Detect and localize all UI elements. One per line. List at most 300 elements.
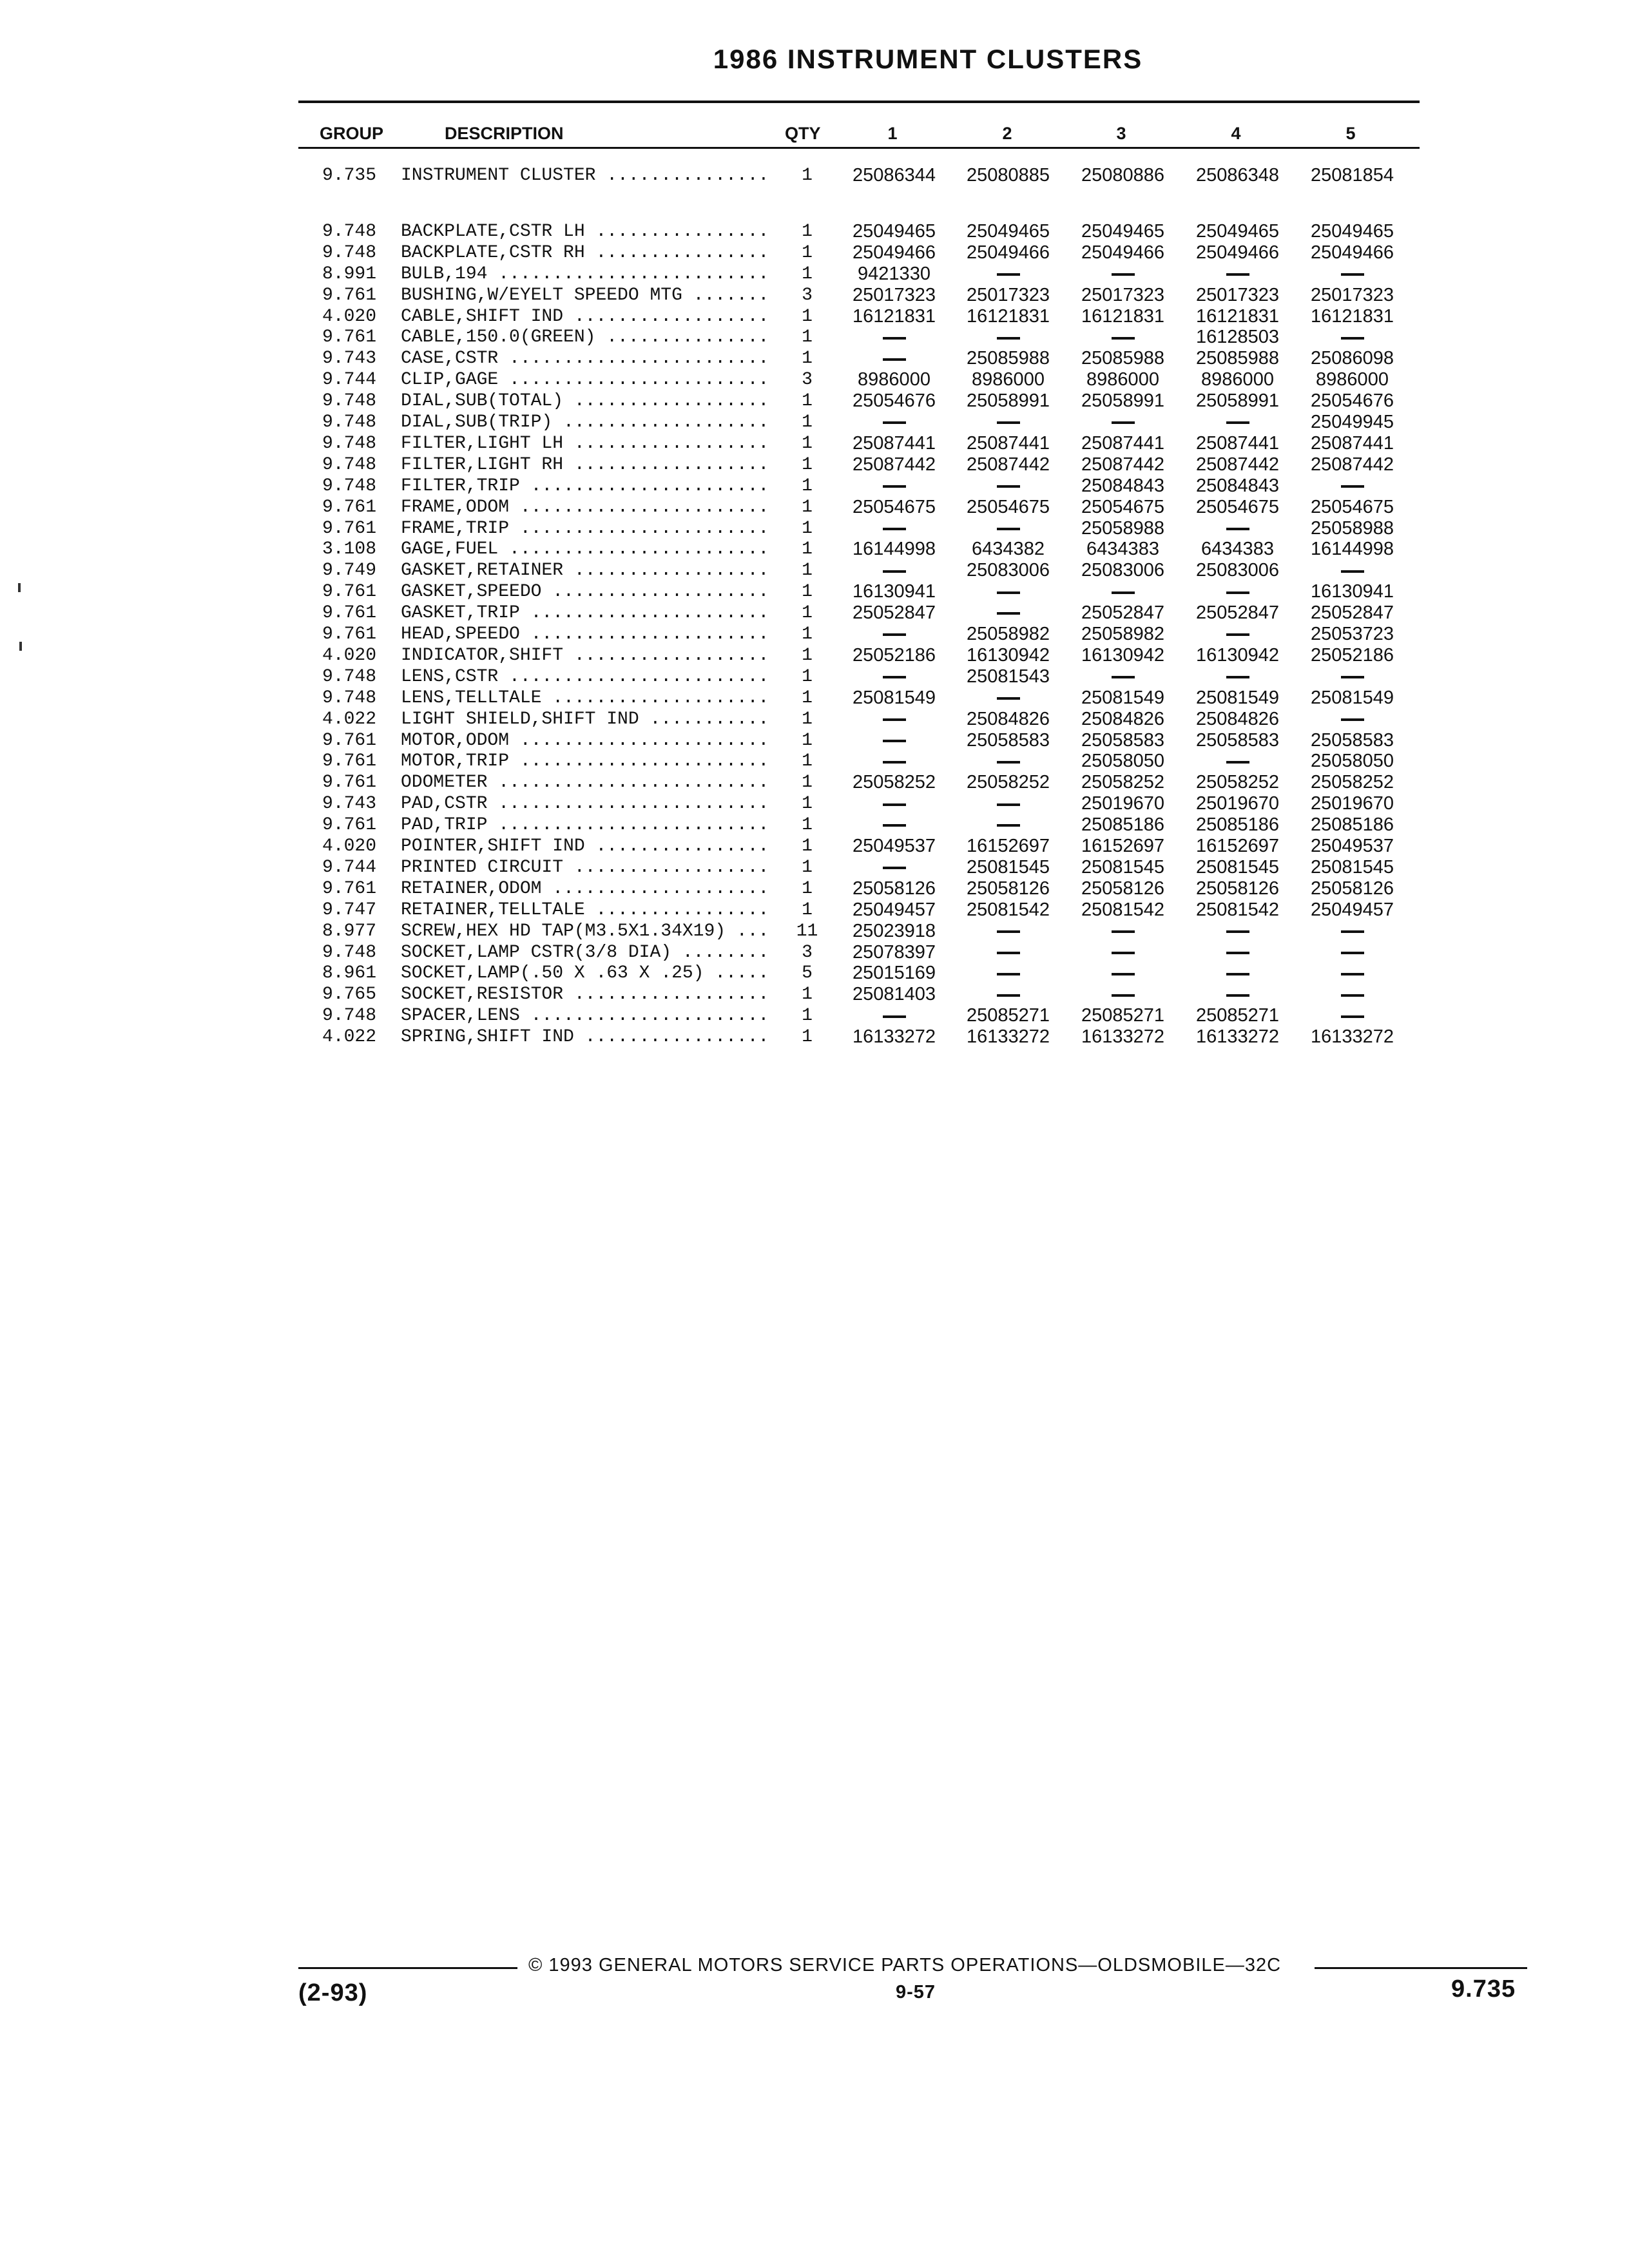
part-number-col-4: 16133272: [1195, 1026, 1280, 1048]
table-row: [0, 772, 1629, 793]
no-part-dash: [883, 676, 906, 678]
part-number-col-2: 25080885: [966, 165, 1050, 186]
part-number-col-4: 25085271: [1195, 1005, 1280, 1026]
qty-cell: 1: [802, 166, 813, 186]
qty-cell: 1: [802, 497, 813, 517]
part-number-col-4: 25058991: [1195, 390, 1280, 412]
description-cell: HEAD,SPEEDO ......................: [401, 624, 769, 644]
part-number-col-1: [838, 1005, 950, 1026]
part-number-col-3: 25017323: [1081, 284, 1165, 305]
part-number-col-4: 25058252: [1195, 772, 1280, 793]
part-number-col-5: 25049465: [1310, 220, 1394, 242]
qty-cell: 1: [802, 518, 813, 539]
part-number-col-1: [838, 793, 950, 814]
description-cell: RETAINER,TELLTALE ................: [401, 899, 769, 920]
description-cell: BACKPLATE,CSTR LH ................: [401, 221, 769, 242]
part-number-col-5: 25058126: [1310, 878, 1394, 899]
part-number-col-3: [1066, 963, 1179, 984]
part-number-col-4: [1181, 984, 1294, 1005]
header-col-1: 1: [887, 124, 898, 143]
group-cell: 9.761: [322, 751, 377, 772]
part-number-col-4: [1181, 963, 1294, 984]
part-number-col-1: 25078397: [852, 941, 936, 963]
part-number-col-4: 25054675: [1195, 496, 1280, 517]
no-part-dash: [1112, 591, 1135, 594]
group-cell: 8.991: [322, 264, 377, 284]
description-cell: FILTER,LIGHT RH ..................: [401, 454, 769, 475]
part-number-col-1: 25015169: [852, 963, 936, 984]
no-part-dash: [883, 1015, 906, 1018]
part-number-col-2: 16121831: [966, 305, 1050, 327]
table-row: [0, 497, 1629, 518]
part-number-col-1: [838, 348, 950, 369]
qty-cell: 1: [802, 687, 813, 708]
description-cell: GASKET,TRIP ......................: [401, 603, 769, 624]
description-cell: DIAL,SUB(TRIP) ...................: [401, 412, 769, 432]
group-cell: 9.761: [322, 582, 377, 602]
part-number-col-4: 25081545: [1195, 856, 1280, 878]
part-number-col-4: [1181, 264, 1294, 285]
part-number-col-4: [1181, 412, 1294, 433]
table-row: [0, 264, 1629, 285]
qty-cell: 1: [802, 539, 813, 560]
part-number-col-4: 25085988: [1195, 348, 1280, 369]
no-part-dash: [1226, 421, 1249, 424]
no-part-dash: [1341, 952, 1364, 954]
part-number-col-4: 25084843: [1195, 475, 1280, 496]
description-cell: GAGE,FUEL ........................: [401, 539, 769, 560]
qty-cell: 1: [802, 751, 813, 772]
part-number-col-5: 25081545: [1310, 856, 1394, 878]
part-number-col-5: 25054675: [1310, 496, 1394, 517]
part-number-col-3: 25084843: [1081, 475, 1165, 496]
description-cell: FRAME,ODOM .......................: [401, 497, 769, 517]
group-cell: 9.748: [322, 942, 377, 963]
part-number-col-2: 25049465: [966, 220, 1050, 242]
part-number-col-5: 25053723: [1310, 624, 1394, 644]
part-number-col-2: 25049466: [966, 242, 1050, 263]
table-row: [0, 921, 1629, 942]
description-cell: SPACER,LENS ......................: [401, 1006, 769, 1026]
group-cell: 8.961: [322, 963, 377, 984]
qty-cell: 3: [802, 942, 813, 963]
table-row: [0, 899, 1629, 921]
qty-cell: 1: [802, 815, 813, 836]
part-number-col-5: [1296, 264, 1409, 285]
part-number-col-4: [1181, 666, 1294, 687]
part-number-col-4: [1181, 581, 1294, 602]
description-cell: CLIP,GAGE ........................: [401, 370, 769, 390]
part-number-col-5: 25086098: [1310, 348, 1394, 369]
part-number-col-4: 25049465: [1195, 220, 1280, 242]
part-number-col-4: 6434383: [1201, 539, 1274, 560]
table-row: [0, 602, 1629, 624]
description-cell: INDICATOR,SHIFT ..................: [401, 645, 769, 666]
part-number-col-2: [952, 963, 1065, 984]
no-part-dash: [1341, 337, 1364, 340]
no-part-dash: [997, 612, 1020, 615]
no-part-dash: [1226, 930, 1249, 933]
description-cell: PRINTED CIRCUIT ..................: [401, 857, 769, 878]
footer-copyright: © 1993 GENERAL MOTORS SERVICE PARTS OPERATIONS—OLDSMOBILE—32C: [528, 1955, 1282, 1975]
header-qty: QTY: [785, 124, 821, 143]
qty-cell: 1: [802, 603, 813, 624]
part-number-col-5: 16130941: [1310, 581, 1394, 602]
part-number-col-3: 16152697: [1081, 836, 1165, 856]
group-cell: 9.743: [322, 794, 377, 814]
table-row: [0, 165, 1629, 186]
no-part-dash: [1112, 421, 1135, 424]
part-number-col-3: [1066, 327, 1179, 348]
no-part-dash: [1341, 485, 1364, 488]
part-number-col-3: [1066, 942, 1179, 963]
qty-cell: 1: [802, 433, 813, 454]
part-number-col-1: 25049465: [852, 220, 936, 242]
part-number-col-1: 25052847: [852, 602, 936, 624]
description-cell: BULB,194 .........................: [401, 264, 769, 284]
part-number-col-5: 25054676: [1310, 390, 1394, 412]
group-cell: 4.022: [322, 709, 377, 729]
no-part-dash: [997, 697, 1020, 700]
part-number-col-4: [1181, 942, 1294, 963]
part-number-col-5: [1296, 984, 1409, 1005]
no-part-dash: [1112, 676, 1135, 678]
group-cell: 9.748: [322, 476, 377, 496]
part-number-col-2: 25084826: [966, 708, 1050, 729]
part-number-col-1: 25058252: [852, 772, 936, 793]
qty-cell: 1: [802, 857, 813, 878]
part-number-col-5: [1296, 327, 1409, 348]
part-number-col-1: 25081549: [852, 687, 936, 708]
group-cell: 9.748: [322, 242, 377, 263]
no-part-dash: [883, 824, 906, 827]
group-cell: 9.748: [322, 433, 377, 454]
part-number-col-1: [838, 751, 950, 772]
table-row: [0, 836, 1629, 857]
no-part-dash: [1341, 273, 1364, 276]
no-part-dash: [997, 952, 1020, 954]
footer-revision-date: (2-93): [298, 1979, 368, 2006]
table-row: [0, 285, 1629, 306]
part-number-col-1: 16133272: [852, 1026, 936, 1048]
part-number-col-2: 25081542: [966, 899, 1050, 920]
part-number-col-1: 25052186: [852, 644, 936, 666]
part-number-col-4: 25083006: [1195, 560, 1280, 581]
no-part-dash: [997, 803, 1020, 806]
no-part-dash: [1226, 591, 1249, 594]
part-number-col-3: 8986000: [1086, 369, 1159, 390]
table-row: [0, 306, 1629, 327]
part-number-col-2: 25017323: [966, 284, 1050, 305]
no-part-dash: [997, 591, 1020, 594]
part-number-col-1: 25017323: [852, 284, 936, 305]
part-number-col-5: [1296, 560, 1409, 581]
part-number-col-2: [952, 751, 1065, 772]
part-number-col-5: 25049945: [1310, 412, 1394, 432]
part-number-col-1: 16144998: [852, 539, 936, 560]
group-cell: 9.761: [322, 327, 377, 348]
part-number-col-2: 25085988: [966, 348, 1050, 369]
part-number-col-3: 25084826: [1081, 708, 1165, 729]
part-number-col-3: [1066, 921, 1179, 942]
qty-cell: 11: [796, 921, 818, 941]
qty-cell: 1: [802, 878, 813, 899]
part-number-col-3: 25058126: [1081, 878, 1165, 899]
qty-cell: 3: [802, 370, 813, 390]
part-number-col-1: [838, 857, 950, 878]
qty-cell: 1: [802, 709, 813, 729]
part-number-col-2: [952, 264, 1065, 285]
group-cell: 4.020: [322, 645, 377, 666]
qty-cell: 1: [802, 476, 813, 496]
description-cell: FRAME,TRIP .......................: [401, 518, 769, 539]
qty-cell: 1: [802, 561, 813, 581]
part-number-col-5: 25049457: [1310, 899, 1394, 920]
part-number-col-1: 16130941: [852, 581, 936, 602]
part-number-col-2: 25087442: [966, 454, 1050, 475]
table-row: [0, 857, 1629, 878]
description-cell: FILTER,LIGHT LH ..................: [401, 433, 769, 454]
part-number-col-3: 25083006: [1081, 560, 1165, 581]
part-number-col-3: [1066, 412, 1179, 433]
group-cell: 9.748: [322, 666, 377, 687]
description-cell: SOCKET,LAMP(.50 X .63 X .25) .....: [401, 963, 769, 984]
part-number-col-2: 25081545: [966, 856, 1050, 878]
table-row: [0, 666, 1629, 687]
group-cell: 3.108: [322, 539, 377, 560]
table-row: [0, 560, 1629, 581]
part-number-col-5: 25087441: [1310, 432, 1394, 454]
no-part-dash: [997, 930, 1020, 933]
group-cell: 9.743: [322, 349, 377, 369]
description-cell: SOCKET,RESISTOR ..................: [401, 985, 769, 1005]
part-number-col-4: 25086348: [1195, 165, 1280, 186]
qty-cell: 1: [802, 730, 813, 751]
part-number-col-3: 25085186: [1081, 814, 1165, 836]
part-number-col-2: 16152697: [966, 836, 1050, 856]
part-number-col-1: 25087441: [852, 432, 936, 454]
group-cell: 9.761: [322, 878, 377, 899]
part-number-col-1: 25058126: [852, 878, 936, 899]
part-number-col-3: 25058988: [1081, 517, 1165, 539]
part-number-col-2: 16130942: [966, 644, 1050, 666]
footer-section-number: 9.735: [1451, 1975, 1516, 2003]
description-cell: CASE,CSTR ........................: [401, 349, 769, 369]
part-number-col-2: [952, 814, 1065, 836]
part-number-col-3: [1066, 581, 1179, 602]
table-row: [0, 327, 1629, 348]
group-cell: 4.020: [322, 836, 377, 856]
table-row: [0, 433, 1629, 454]
no-part-dash: [1341, 718, 1364, 721]
qty-cell: 1: [802, 899, 813, 920]
description-cell: SPRING,SHIFT IND .................: [401, 1027, 769, 1048]
part-number-col-3: 25087442: [1081, 454, 1165, 475]
no-part-dash: [883, 740, 906, 742]
part-number-col-5: 25058050: [1310, 751, 1394, 772]
part-number-col-4: 25081549: [1195, 687, 1280, 708]
table-row: [0, 390, 1629, 412]
part-number-col-5: 25058583: [1310, 729, 1394, 751]
part-number-col-3: 25085271: [1081, 1005, 1165, 1026]
description-cell: GASKET,SPEEDO ....................: [401, 582, 769, 602]
group-cell: 8.977: [322, 921, 377, 941]
part-number-col-4: 25058126: [1195, 878, 1280, 899]
part-number-col-4: 16130942: [1195, 644, 1280, 666]
part-number-col-4: 25019670: [1195, 793, 1280, 814]
part-number-col-1: [838, 624, 950, 645]
qty-cell: 1: [802, 349, 813, 369]
description-cell: CABLE,150.0(GREEN) ...............: [401, 327, 769, 348]
description-cell: ODOMETER .........................: [401, 773, 769, 793]
no-part-dash: [1226, 528, 1249, 530]
part-number-col-4: [1181, 751, 1294, 772]
part-number-col-1: [838, 560, 950, 581]
part-number-col-3: 25058991: [1081, 390, 1165, 412]
part-number-col-2: 25058126: [966, 878, 1050, 899]
no-part-dash: [1226, 273, 1249, 276]
table-row: [0, 687, 1629, 709]
part-number-col-2: 6434382: [972, 539, 1045, 560]
no-part-dash: [883, 337, 906, 340]
part-number-col-5: 25017323: [1310, 284, 1394, 305]
group-cell: 9.748: [322, 1006, 377, 1026]
part-number-col-2: [952, 942, 1065, 963]
part-number-col-3: 25058583: [1081, 729, 1165, 751]
part-number-col-1: 25086344: [852, 165, 936, 186]
no-part-dash: [997, 273, 1020, 276]
part-number-col-3: 25054675: [1081, 496, 1165, 517]
description-cell: DIAL,SUB(TOTAL) ..................: [401, 391, 769, 412]
part-number-col-2: [952, 327, 1065, 348]
table-row: [0, 1026, 1629, 1048]
group-cell: 9.735: [322, 166, 377, 186]
no-part-dash: [997, 485, 1020, 488]
no-part-dash: [1226, 994, 1249, 997]
group-cell: 9.748: [322, 221, 377, 242]
part-number-col-2: 25058583: [966, 729, 1050, 751]
part-number-col-1: 25081403: [852, 984, 936, 1005]
header-col-4: 4: [1231, 124, 1241, 143]
no-part-dash: [883, 358, 906, 361]
description-cell: RETAINER,ODOM ....................: [401, 878, 769, 899]
no-part-dash: [1112, 930, 1135, 933]
part-number-col-2: 25058252: [966, 772, 1050, 793]
description-cell: CABLE,SHIFT IND ..................: [401, 306, 769, 327]
part-number-col-2: 16133272: [966, 1026, 1050, 1048]
group-cell: 9.765: [322, 985, 377, 1005]
part-number-col-5: 25049466: [1310, 242, 1394, 263]
no-part-dash: [883, 803, 906, 806]
no-part-dash: [1112, 337, 1135, 340]
description-cell: PAD,CSTR .........................: [401, 794, 769, 814]
table-row: [0, 518, 1629, 539]
part-number-col-5: 25085186: [1310, 814, 1394, 836]
table-row: [0, 581, 1629, 602]
group-cell: 9.744: [322, 857, 377, 878]
part-number-col-3: 25058050: [1081, 751, 1165, 772]
table-row: [0, 942, 1629, 963]
part-number-col-2: 25054675: [966, 496, 1050, 517]
table-row: [0, 730, 1629, 751]
qty-cell: 1: [802, 391, 813, 412]
part-number-col-5: 25058252: [1310, 772, 1394, 793]
part-number-col-3: [1066, 666, 1179, 687]
part-number-col-4: 25085186: [1195, 814, 1280, 836]
group-cell: 9.761: [322, 624, 377, 644]
part-number-col-4: 16152697: [1195, 836, 1280, 856]
header-group: GROUP: [320, 124, 384, 143]
description-cell: LIGHT SHIELD,SHIFT IND ...........: [401, 709, 769, 729]
no-part-dash: [1341, 930, 1364, 933]
no-part-dash: [1341, 973, 1364, 975]
no-part-dash: [1226, 761, 1249, 764]
group-cell: 9.761: [322, 815, 377, 836]
part-number-col-5: 8986000: [1316, 369, 1389, 390]
qty-cell: 1: [802, 645, 813, 666]
description-cell: PAD,TRIP .........................: [401, 815, 769, 836]
description-cell: FILTER,TRIP ......................: [401, 476, 769, 496]
qty-cell: 1: [802, 582, 813, 602]
part-number-col-3: 25058982: [1081, 624, 1165, 644]
group-cell: 9.748: [322, 412, 377, 432]
qty-cell: 1: [802, 412, 813, 432]
no-part-dash: [1341, 1015, 1364, 1018]
binding-mark: [19, 642, 22, 651]
part-number-col-4: 25087441: [1195, 432, 1280, 454]
part-number-col-1: 9421330: [858, 263, 930, 284]
qty-cell: 3: [802, 285, 813, 305]
part-number-col-5: [1296, 476, 1409, 497]
table-row: [0, 709, 1629, 730]
no-part-dash: [997, 337, 1020, 340]
table-row: [0, 645, 1629, 666]
part-number-col-2: [952, 687, 1065, 709]
part-number-col-3: [1066, 264, 1179, 285]
table-row: [0, 242, 1629, 264]
qty-cell: 1: [802, 1027, 813, 1048]
part-number-col-5: 25052847: [1310, 602, 1394, 624]
header-col-5: 5: [1345, 124, 1356, 143]
part-number-col-2: [952, 476, 1065, 497]
part-number-col-5: 16133272: [1310, 1026, 1394, 1048]
part-number-col-5: [1296, 666, 1409, 687]
binding-mark: [18, 583, 21, 592]
part-number-col-3: 25019670: [1081, 793, 1165, 814]
no-part-dash: [883, 421, 906, 424]
no-part-dash: [1226, 633, 1249, 636]
table-row: [0, 814, 1629, 836]
qty-cell: 1: [802, 327, 813, 348]
footer-rule-left: [298, 1967, 517, 1969]
no-part-dash: [1226, 973, 1249, 975]
footer-rule-right: [1315, 1967, 1527, 1969]
part-number-col-3: 25049466: [1081, 242, 1165, 263]
qty-cell: 1: [802, 264, 813, 284]
header-col-2: 2: [1002, 124, 1012, 143]
table-row: [0, 539, 1629, 560]
part-number-col-2: 25087441: [966, 432, 1050, 454]
part-number-col-1: 16121831: [852, 305, 936, 327]
no-part-dash: [883, 761, 906, 764]
description-cell: BACKPLATE,CSTR RH ................: [401, 242, 769, 263]
no-part-dash: [883, 718, 906, 721]
table-row: [0, 412, 1629, 433]
table-row: [0, 793, 1629, 814]
part-number-col-5: 16144998: [1310, 539, 1394, 560]
part-number-col-2: [952, 984, 1065, 1005]
header-bottom-rule: [298, 147, 1420, 149]
